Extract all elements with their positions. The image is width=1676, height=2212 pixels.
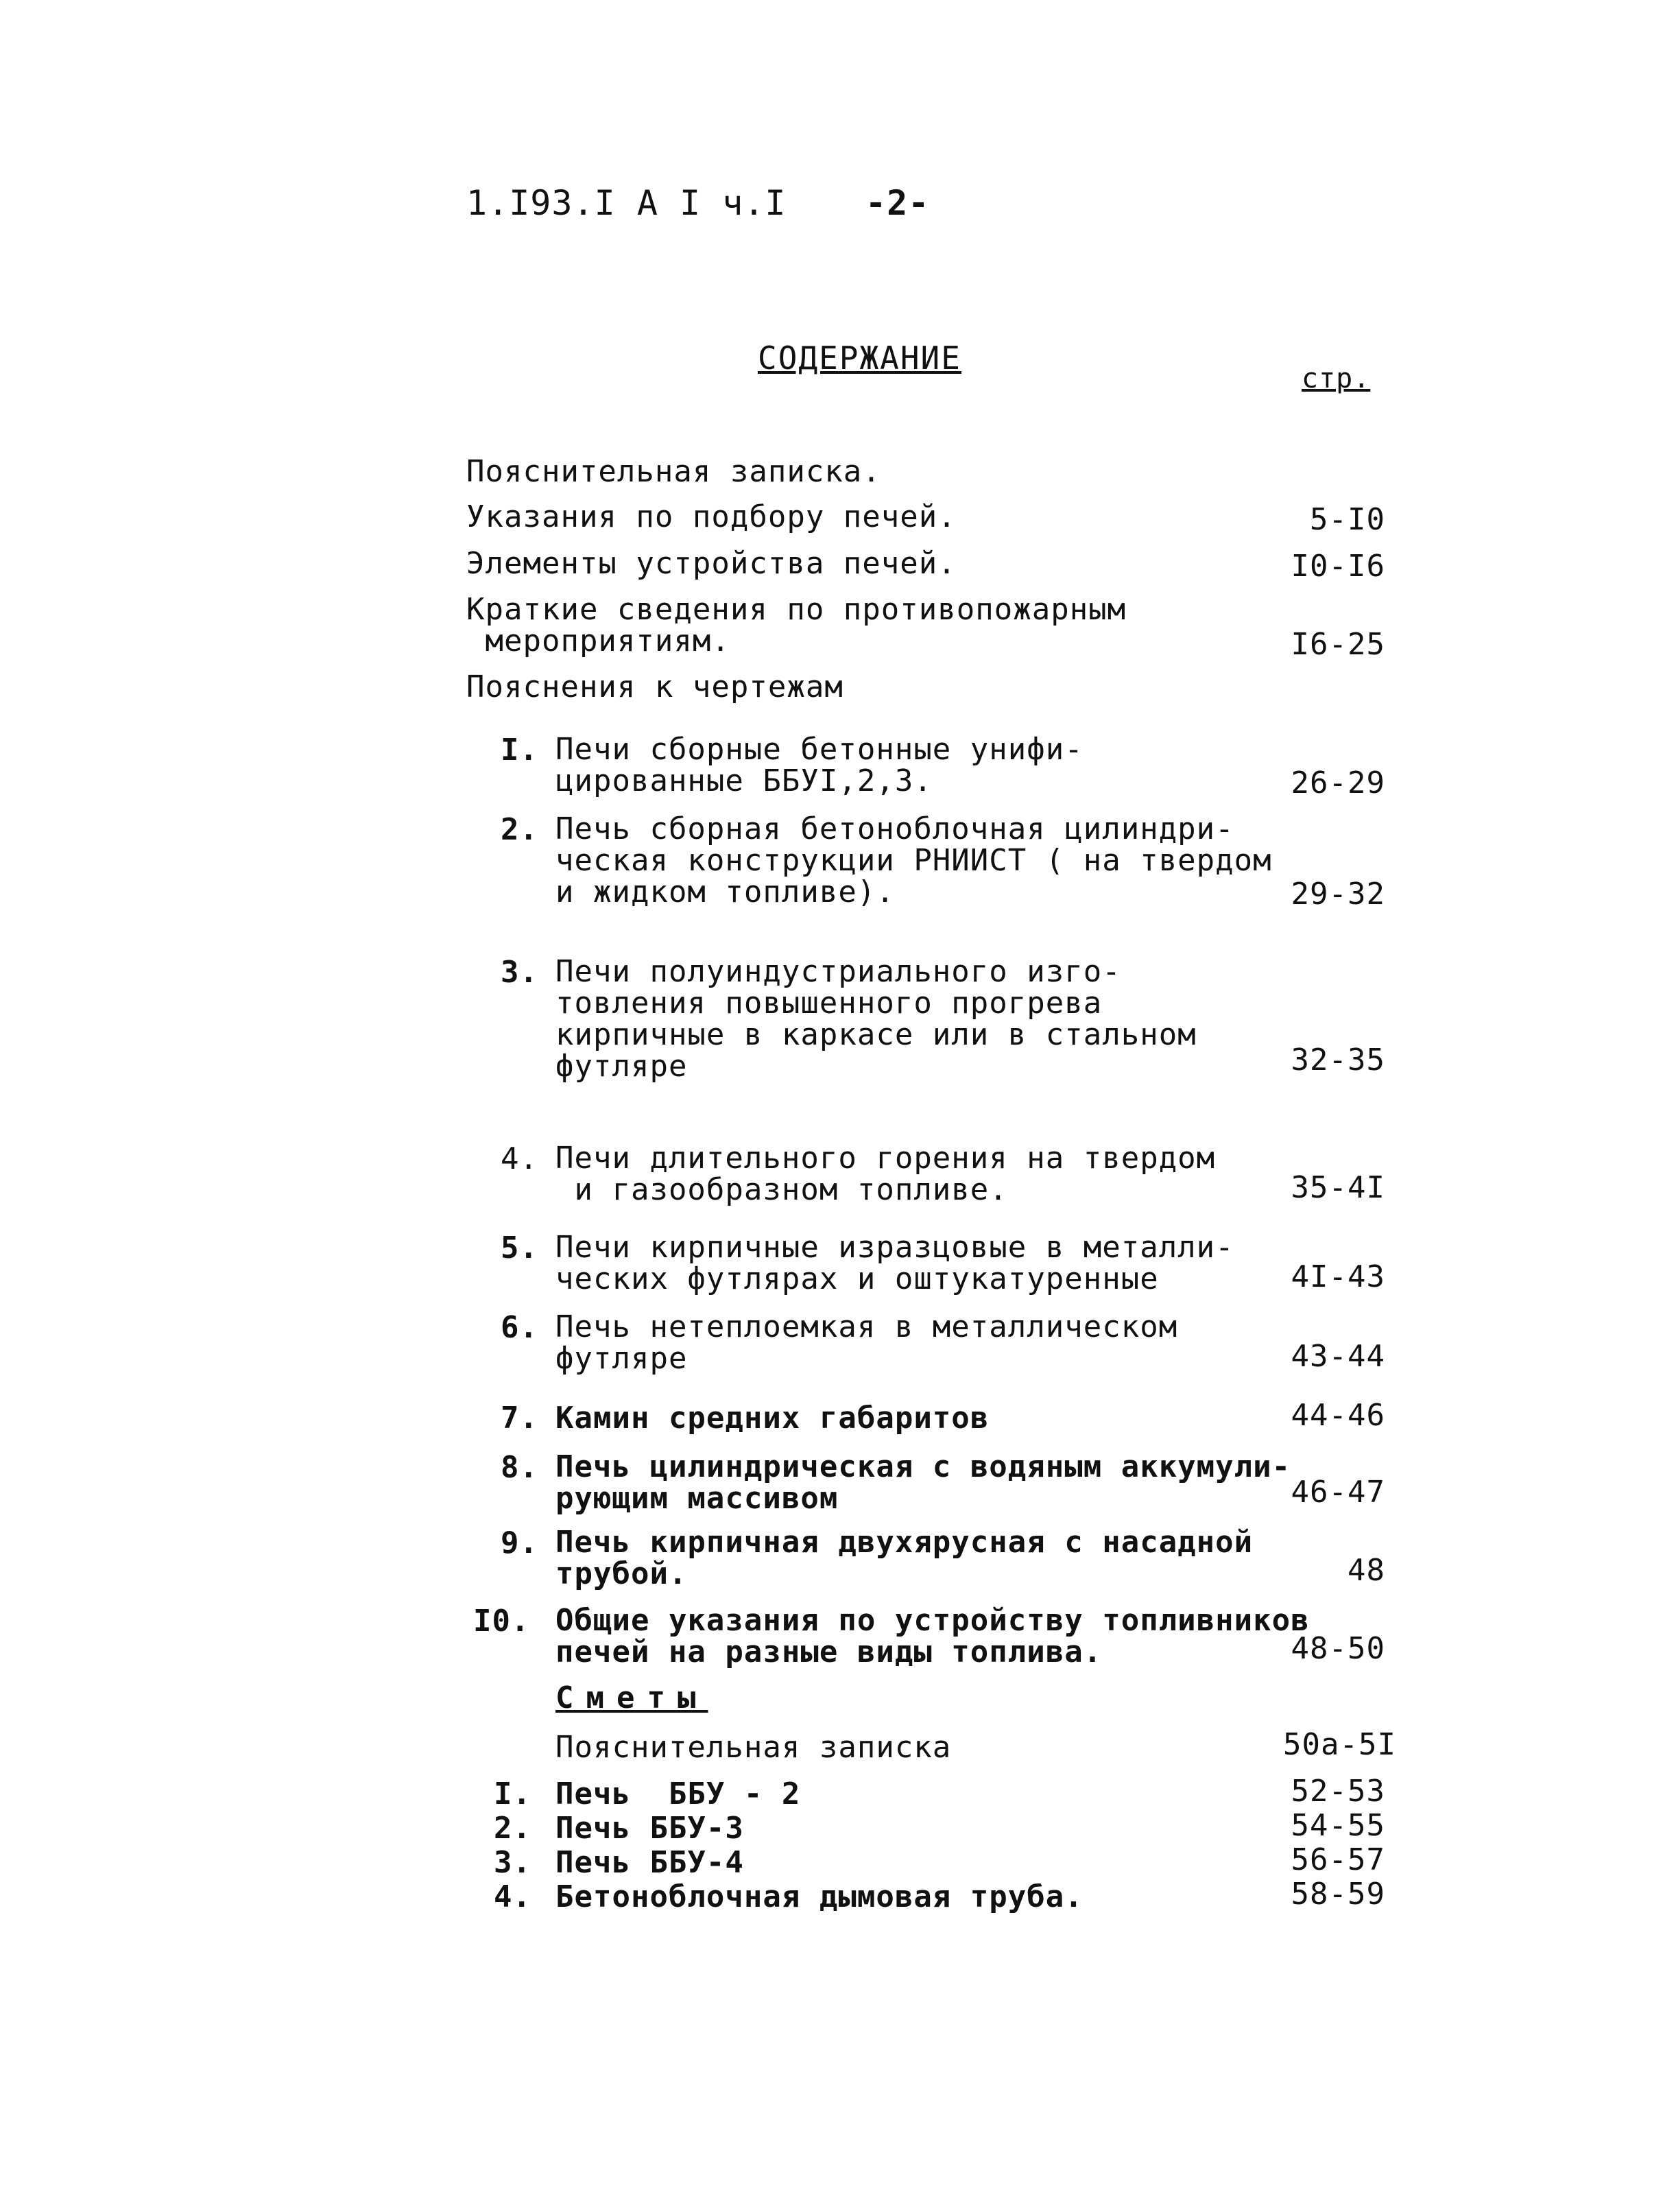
toc-item-pages: 48-50 bbox=[1291, 1631, 1385, 1666]
toc-item-pages: 5-I0 bbox=[1310, 502, 1385, 537]
toc-item-pages: I6-25 bbox=[1291, 627, 1385, 662]
toc-item-number: 9. bbox=[501, 1525, 538, 1560]
toc-item-text: Печи длительного горения на твердом и газообразном топливе. bbox=[555, 1141, 1216, 1207]
estimates-note-pages: 50а-5I bbox=[1283, 1727, 1396, 1762]
estimate-pages: 54-55 bbox=[1291, 1808, 1385, 1843]
toc-section-heading: Пояснения к чертежам bbox=[466, 669, 843, 704]
toc-item-pages: 44-46 bbox=[1291, 1398, 1385, 1433]
estimate-text: Бетоноблочная дымовая труба. bbox=[555, 1879, 1084, 1914]
toc-item-number: 2. bbox=[501, 812, 538, 847]
estimate-number: 2. bbox=[494, 1811, 531, 1846]
toc-item-text: Пояснительная записка. bbox=[466, 454, 881, 489]
toc-item-text: Печи сборные бетонные унифи- цированные ББУI,2,3. bbox=[555, 732, 1084, 798]
estimate-text: Печь ББУ - 2 bbox=[555, 1776, 801, 1811]
toc-item-text: Общие указания по устройству топливников печей на разные виды топлива. bbox=[555, 1603, 1310, 1669]
page-number: -2- bbox=[865, 183, 930, 223]
toc-item-text: Печь нетеплоемкая в металлическом футляре bbox=[555, 1309, 1178, 1376]
pages-column-label: стр. bbox=[1302, 363, 1371, 394]
toc-item-pages: 46-47 bbox=[1291, 1475, 1385, 1510]
toc-item-number: 5. bbox=[501, 1230, 538, 1265]
toc-item-pages: 35-4I bbox=[1291, 1170, 1385, 1205]
toc-item-text: Печи полуиндустриального изго- товления повышенного прогрева кирпичные в каркасе или в стальном футляре bbox=[555, 954, 1197, 1084]
toc-item-pages: I0-I6 bbox=[1291, 549, 1385, 584]
toc-item-number: 3. bbox=[501, 955, 538, 990]
toc-item-pages: 32-35 bbox=[1291, 1043, 1385, 1078]
toc-item-pages: 26-29 bbox=[1291, 765, 1385, 800]
toc-item-text: Краткие сведения по противопожарным мероприятиям. bbox=[466, 592, 1127, 658]
toc-item-number: I. bbox=[501, 733, 538, 768]
toc-item-pages: 48 bbox=[1348, 1553, 1385, 1588]
toc-item-number: 4. bbox=[501, 1141, 538, 1176]
document-code: 1.I93.I А I ч.I bbox=[466, 183, 787, 223]
estimate-text: Печь ББУ-4 bbox=[555, 1845, 744, 1880]
toc-item-text: Печи кирпичные изразцовые в металли- ческих футлярах и оштукатуренные bbox=[555, 1230, 1234, 1296]
toc-item-number: 7. bbox=[501, 1401, 538, 1436]
toc-item-number: I0. bbox=[473, 1604, 530, 1639]
estimates-note-text: Пояснительная записка bbox=[555, 1730, 952, 1765]
toc-item-text: Печь кирпичная двухярусная с насадной трубой. bbox=[555, 1525, 1254, 1591]
estimate-number: 3. bbox=[494, 1845, 531, 1880]
toc-item-number: 8. bbox=[501, 1450, 538, 1485]
toc-item-text: Элементы устройства печей. bbox=[466, 546, 957, 581]
estimate-pages: 56-57 bbox=[1291, 1842, 1385, 1877]
estimate-pages: 52-53 bbox=[1291, 1774, 1385, 1809]
toc-item-text: Указания по подбору печей. bbox=[466, 499, 957, 534]
toc-item-pages: 29-32 bbox=[1291, 877, 1385, 912]
toc-item-pages: 4I-43 bbox=[1291, 1259, 1385, 1294]
toc-item-pages: 43-44 bbox=[1291, 1339, 1385, 1374]
page-title: СОДЕРЖАНИЕ bbox=[758, 340, 961, 377]
toc-item-text: Печь цилиндрическая с водяным аккумули- рующим массивом bbox=[555, 1449, 1291, 1516]
toc-item-number: 6. bbox=[501, 1310, 538, 1345]
estimate-pages: 58-59 bbox=[1291, 1877, 1385, 1912]
estimates-heading: Сметы bbox=[555, 1680, 708, 1715]
estimate-number: I. bbox=[494, 1776, 531, 1811]
estimate-text: Печь ББУ-3 bbox=[555, 1811, 744, 1846]
toc-item-text: Камин средних габаритов bbox=[555, 1401, 990, 1436]
estimate-number: 4. bbox=[494, 1879, 531, 1914]
toc-item-text: Печь сборная бетоноблочная цилиндри- ческая конструкции РНИИСТ ( на твердом и жидком топливе). bbox=[555, 811, 1272, 909]
